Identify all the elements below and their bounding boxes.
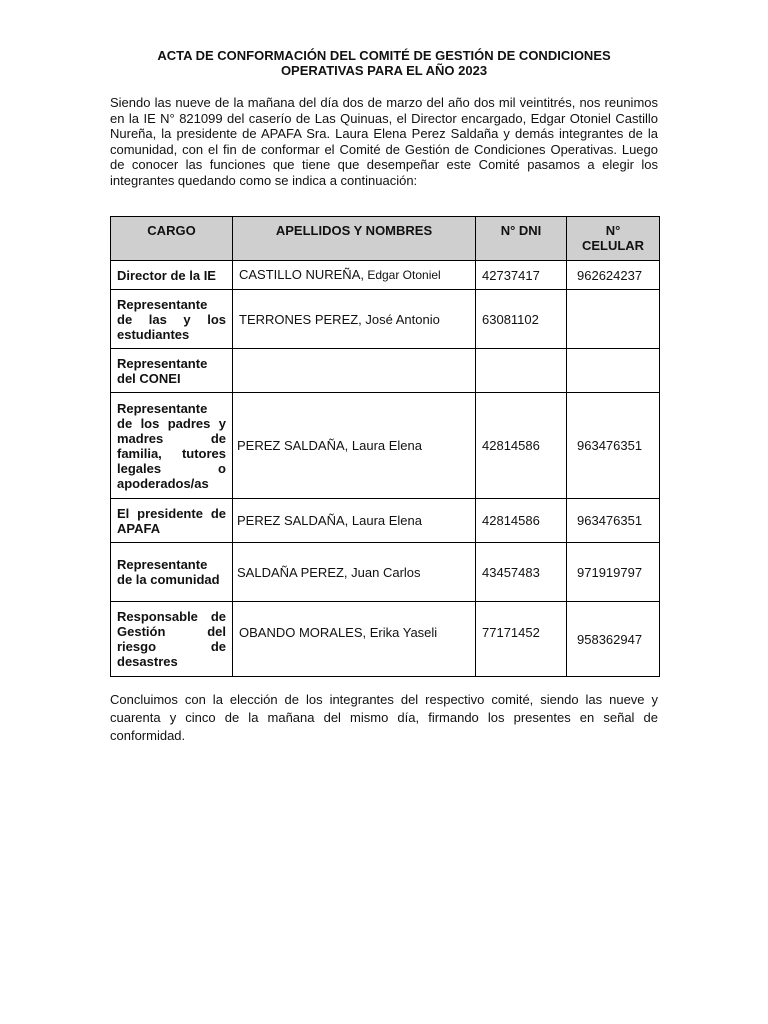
table-row: [111, 290, 660, 349]
apellidos-text: PEREZ SALDAÑA,: [237, 438, 349, 453]
dni-cell: 77171452: [476, 602, 567, 677]
intro-paragraph: Siendo las nueve de la mañana del día dos de marzo del año dos mil veintitrés, nos reunimos en la IE N° 821099 del caserío de Las Quinuas, el Director encargado, Edgar Otoniel Castillo Nureña, la presidente de APAFA Sra. Laura Elena Perez Saldaña y demás integrantes de la comunidad, con el fin de conformar el Comité de Gestión de Condiciones Operativas. Luego de conocer las funciones que tiene que desempeñar este Comité pasamos a elegir los integrantes quedando como se indica a continuación:: [110, 95, 658, 188]
dni-cell: 63081102: [476, 290, 567, 349]
nombres-text: Erika Yaseli: [366, 625, 438, 640]
table-row: [111, 543, 660, 602]
header-cargo: CARGO: [111, 217, 233, 261]
celular-cell: 958362947: [567, 602, 660, 677]
celular-cell: [567, 349, 660, 393]
cargo-cell: Representante de los padres y madres de familia, tutores legales o apoderados/as: [111, 393, 233, 499]
apellidos-text: PEREZ SALDAÑA,: [237, 513, 349, 528]
celular-cell: [567, 290, 660, 349]
header-celular: N° CELULAR: [567, 217, 660, 261]
header-apellidos-nombres: APELLIDOS Y NOMBRES: [233, 217, 476, 261]
name-cell: [233, 602, 476, 677]
committee-table: [110, 216, 660, 677]
cargo-cell: Responsable de Gestión del riesgo de desastres: [111, 602, 233, 677]
dni-cell: [476, 349, 567, 393]
apellidos-text: CASTILLO NUREÑA,: [239, 267, 364, 282]
table-header-row: [111, 217, 660, 261]
name-cell: [233, 393, 476, 499]
name-cell: [233, 349, 476, 393]
name-cell: [233, 499, 476, 543]
cargo-cell: Representante de la comunidad: [111, 543, 233, 602]
dni-cell: 42814586: [476, 393, 567, 499]
nombres-text: Juan Carlos: [347, 564, 421, 580]
celular-cell: 963476351: [567, 393, 660, 499]
apellidos-text: OBANDO MORALES,: [239, 625, 367, 640]
apellidos-text: TERRONES PEREZ,: [239, 311, 362, 327]
nombres-text: Edgar Otoniel: [363, 268, 441, 282]
cargo-cell: El presidente de APAFA: [111, 499, 233, 543]
apellidos-text: SALDAÑA PEREZ,: [237, 564, 348, 580]
dni-cell: 43457483: [476, 543, 567, 602]
document-title: [110, 48, 658, 78]
dni-cell: 42814586: [476, 499, 567, 543]
closing-paragraph: Concluimos con la elección de los integrantes del respectivo comité, siendo las nueve y cuarenta y cinco de la mañana del mismo día, firmando los presentes en señal de conformidad.: [110, 692, 658, 743]
nombres-text: Laura Elena: [348, 438, 422, 453]
celular-cell: 963476351: [567, 499, 660, 543]
celular-cell: 971919797: [567, 543, 660, 602]
table-row: [111, 393, 660, 499]
name-cell: [233, 543, 476, 602]
table-row: [111, 261, 660, 290]
table-row: [111, 499, 660, 543]
cargo-cell: Representante de las y los estudiantes: [111, 290, 233, 349]
header-dni: N° DNI: [476, 217, 567, 261]
cargo-cell: Director de la IE: [111, 261, 233, 290]
nombres-text: José Antonio: [361, 311, 440, 327]
table-row: [111, 602, 660, 677]
table-row: [111, 349, 660, 393]
dni-cell: 42737417: [476, 261, 567, 290]
title-line-1: ACTA DE CONFORMACIÓN DEL COMITÉ DE GESTIÓN DE CONDICIONES: [157, 48, 611, 63]
title-line-2: OPERATIVAS PARA EL AÑO 2023: [280, 63, 488, 78]
celular-cell: 962624237: [567, 261, 660, 290]
nombres-text: Laura Elena: [348, 513, 422, 528]
name-cell: [233, 261, 476, 290]
cargo-cell: Representante del CONEI: [111, 349, 233, 393]
name-cell: [233, 290, 476, 349]
